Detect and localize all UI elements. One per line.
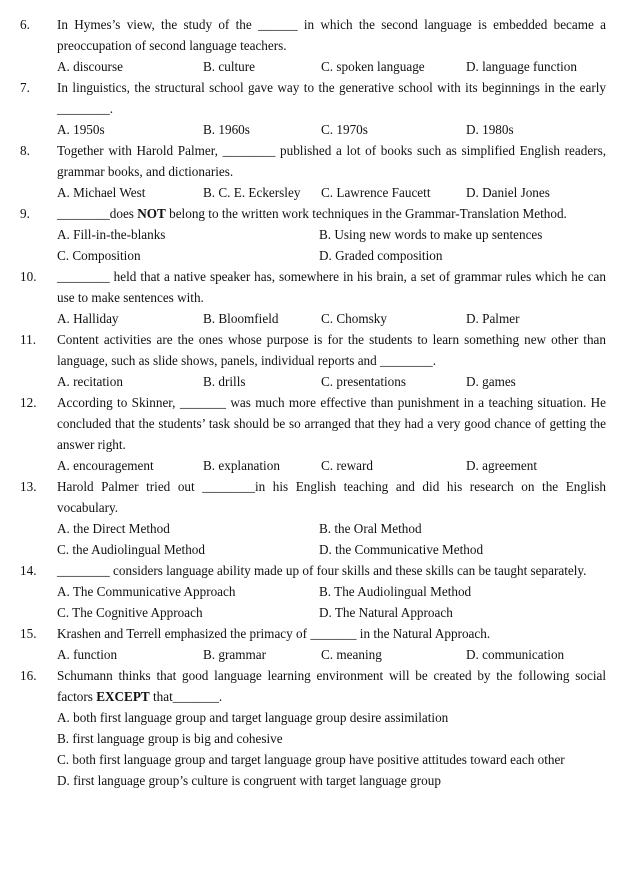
question-16 <box>0 665 620 791</box>
question-stem: Krashen and Terrell emphasized the primacy of _______ in the Natural Approach. <box>57 626 491 641</box>
option-b: B. first language group is big and cohesive <box>57 731 283 746</box>
option-d: D. 1980s <box>466 122 514 137</box>
stem-text: that_______. <box>149 689 223 704</box>
stem-text: belong to the written work techniques in the Grammar-Translation Method. <box>165 206 567 221</box>
question-number: 14. <box>20 563 37 578</box>
option-d: D. games <box>466 374 516 389</box>
question-number: 8. <box>20 143 30 158</box>
option-a: A. discourse <box>57 59 123 74</box>
question-number: 11. <box>20 332 36 347</box>
options-list <box>57 707 606 791</box>
option-d: D. Daniel Jones <box>466 185 550 200</box>
option-c: C. meaning <box>321 647 382 662</box>
option-b: B. drills <box>203 374 246 389</box>
option-d: D. first language group’s culture is congruent with target language group <box>57 773 441 788</box>
option-b: B. the Oral Method <box>319 521 422 536</box>
question-stem: In Hymes’s view, the study of the ______ in which the second language is embedded became a preoccupation of second language teachers. <box>57 17 606 53</box>
option-a: A. 1950s <box>57 122 105 137</box>
options-row <box>57 56 606 77</box>
question-number: 16. <box>20 668 37 683</box>
options-row <box>57 371 606 392</box>
options-row <box>57 644 606 665</box>
question-9 <box>0 203 620 266</box>
option-b: B. C. E. Eckersley <box>203 185 301 200</box>
question-7 <box>0 77 620 140</box>
option-a: A. Fill-in-the-blanks <box>57 227 166 242</box>
question-12 <box>0 392 620 476</box>
question-stem: In linguistics, the structural school gave way to the generative school with its beginnings in the early ________. <box>57 80 606 116</box>
option-a: A. encouragement <box>57 458 154 473</box>
stem-emphasis: NOT <box>137 206 166 221</box>
question-stem: Harold Palmer tried out ________in his English teaching and did his research on the English vocabulary. <box>57 479 606 515</box>
option-b: B. Bloomfield <box>203 311 279 326</box>
stem-text: ________does <box>57 206 138 221</box>
options-row <box>57 518 606 539</box>
option-a: A. both first language group and target language group desire assimilation <box>57 710 449 725</box>
option-c: C. presentations <box>321 374 406 389</box>
question-number: 9. <box>20 206 30 221</box>
option-b: B. grammar <box>203 647 266 662</box>
option-a: A. The Communicative Approach <box>57 584 236 599</box>
option-c: C. the Audiolingual Method <box>57 542 205 557</box>
option-d: D. the Communicative Method <box>319 542 484 557</box>
option-a: A. Michael West <box>57 185 146 200</box>
stem-emphasis: EXCEPT <box>96 689 150 704</box>
option-c: C. Chomsky <box>321 311 387 326</box>
options-row <box>57 602 606 623</box>
option-c: C. spoken language <box>321 59 425 74</box>
question-number: 12. <box>20 395 37 410</box>
option-b: B. culture <box>203 59 256 74</box>
option-a: A. Halliday <box>57 311 119 326</box>
option-c: C. both first language group and target language group have positive attitudes toward each other <box>57 752 565 767</box>
option-d: D. language function <box>466 59 577 74</box>
option-c: C. Lawrence Faucett <box>321 185 431 200</box>
option-c: C. 1970s <box>321 122 368 137</box>
options-row <box>57 539 606 560</box>
options-row <box>57 182 606 203</box>
question-stem <box>57 665 606 707</box>
question-stem: Content activities are the ones whose purpose is for the students to learn something new other than language, such as slide shows, panels, individual reports and ________. <box>57 332 606 368</box>
option-b: B. Using new words to make up sentences <box>319 227 543 242</box>
option-a: A. recitation <box>57 374 123 389</box>
options-row <box>57 308 606 329</box>
question-stem: ________ held that a native speaker has, somewhere in his brain, a set of grammar rules which he can use to make sentences with. <box>57 269 606 305</box>
question-sheet <box>0 14 620 791</box>
option-b: B. The Audiolingual Method <box>319 584 472 599</box>
options-row <box>57 455 606 476</box>
option-d: D. agreement <box>466 458 538 473</box>
option-c: C. The Cognitive Approach <box>57 605 203 620</box>
question-stem: Together with Harold Palmer, ________ published a lot of books such as simplified English readers, grammar books, and dictionaries. <box>57 143 606 179</box>
option-a: A. the Direct Method <box>57 521 170 536</box>
question-number: 15. <box>20 626 37 641</box>
option-d: D. The Natural Approach <box>319 605 453 620</box>
options-row <box>57 245 606 266</box>
question-stem: ________ considers language ability made up of four skills and these skills can be taught separately. <box>57 563 587 578</box>
stem-text: Schumann thinks that good language learning environment will be created by the following social factors <box>57 668 606 704</box>
question-stem <box>57 203 606 224</box>
options-row <box>57 224 606 245</box>
question-number: 7. <box>20 80 30 95</box>
option-d: D. Graded composition <box>319 248 443 263</box>
question-stem: According to Skinner, _______ was much more effective than punishment in a teaching situation. He concluded that the students’ task should be so arranged that they had a very good chance of getting the answer right. <box>57 395 606 452</box>
question-number: 6. <box>20 17 30 32</box>
option-d: D. communication <box>466 647 565 662</box>
option-a: A. function <box>57 647 118 662</box>
question-number: 13. <box>20 479 37 494</box>
question-11 <box>0 329 620 392</box>
option-c: C. reward <box>321 458 373 473</box>
option-d: D. Palmer <box>466 311 520 326</box>
question-10 <box>0 266 620 329</box>
question-8 <box>0 140 620 203</box>
question-14 <box>0 560 620 623</box>
options-row <box>57 119 606 140</box>
option-c: C. Composition <box>57 248 141 263</box>
question-6 <box>0 14 620 77</box>
option-b: B. explanation <box>203 458 280 473</box>
question-13 <box>0 476 620 560</box>
options-row <box>57 581 606 602</box>
question-number: 10. <box>20 269 37 284</box>
question-15 <box>0 623 620 665</box>
option-b: B. 1960s <box>203 122 250 137</box>
